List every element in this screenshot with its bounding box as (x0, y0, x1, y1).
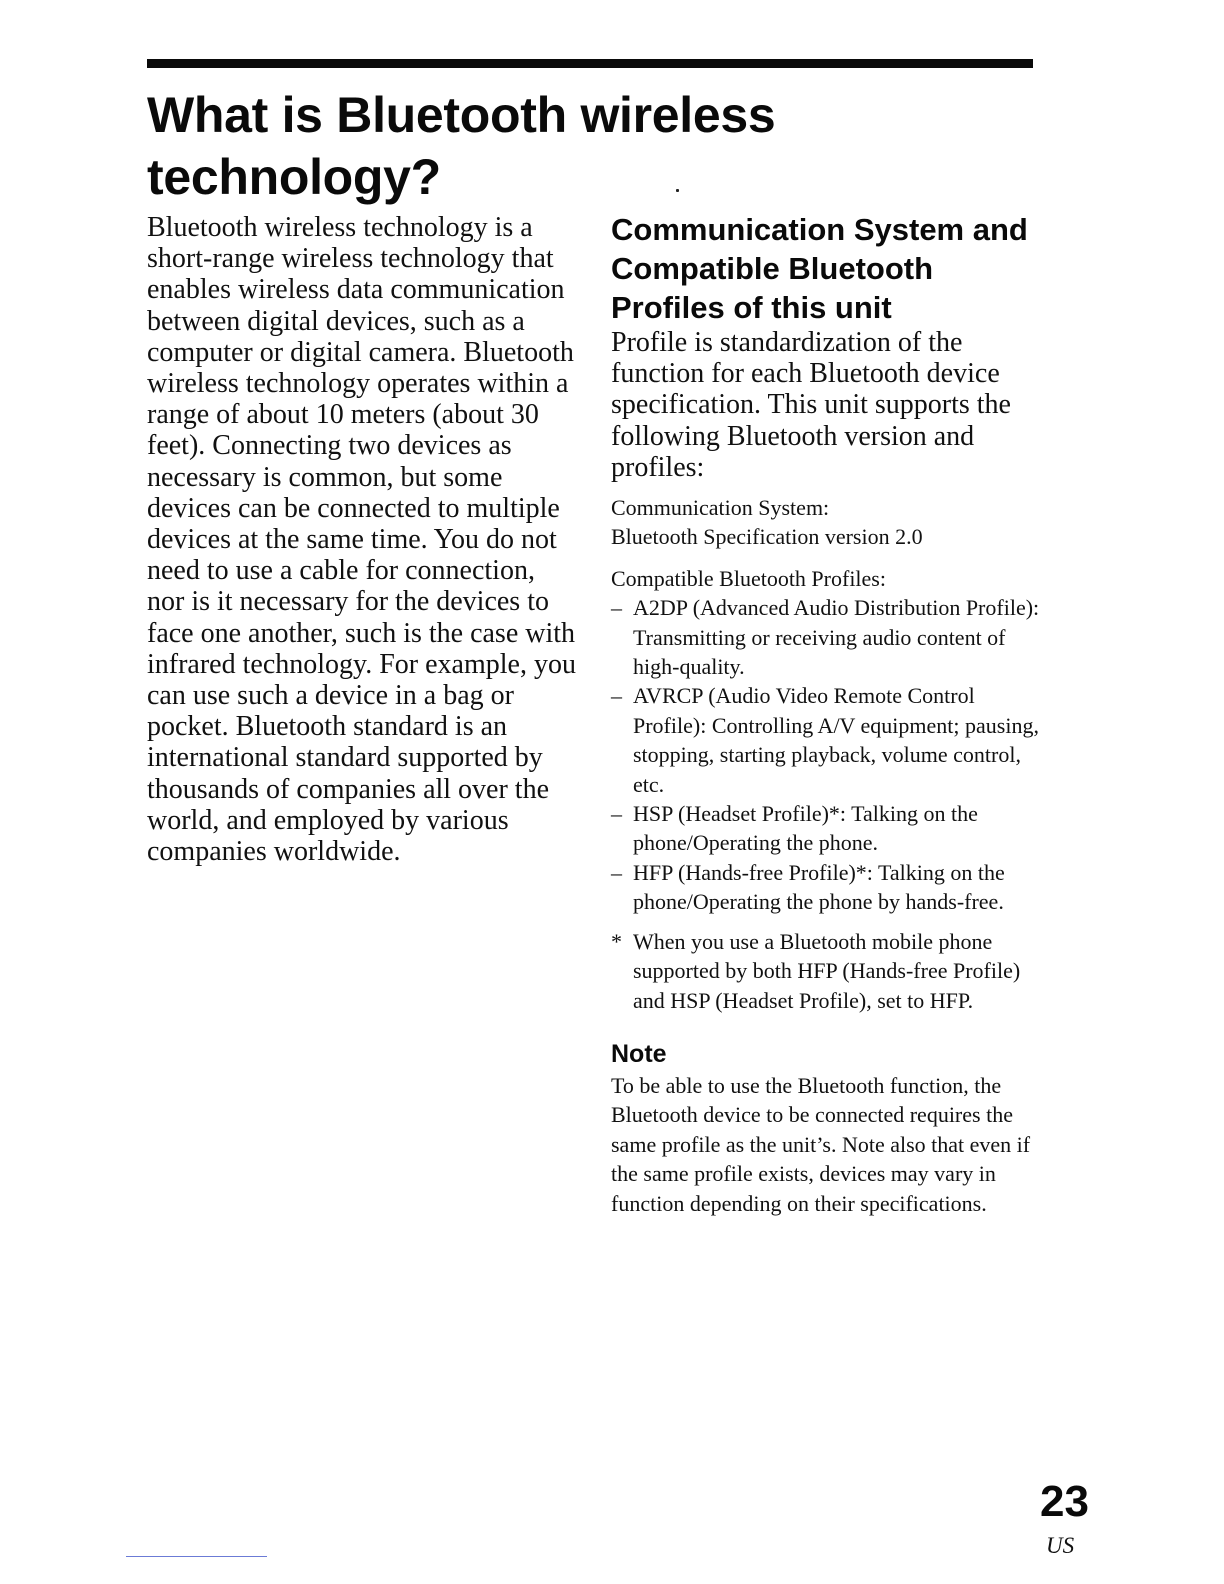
communication-system-label: Communication System: (611, 495, 830, 521)
note-text: To be able to use the Bluetooth function, the Bluetooth device to be connected requires the same profile as the unit’s. Note also that even if the same profile exists, devices may vary in function depending on their specifications. (611, 1072, 1031, 1216)
list-item (611, 593, 1041, 681)
profiles-block (611, 564, 1041, 917)
section-heading: Communication System and Compatible Bluetooth Profiles of this unit (611, 212, 1028, 325)
list-item (611, 858, 1041, 917)
list-item (611, 799, 1041, 858)
top-rule (147, 59, 1033, 68)
bottom-underline (126, 1556, 267, 1557)
profile-hfp: HFP (Hands-free Profile)*: Talking on the phone/Operating the phone by hands-free. (633, 859, 1005, 915)
page-number: 23 (1040, 1477, 1089, 1526)
region-code: US (1046, 1533, 1075, 1558)
footnote-marker: * (611, 928, 622, 954)
bullet-dash: – (611, 595, 622, 621)
page-title: What is Bluetooth wireless technology? (147, 87, 776, 205)
note-heading: Note (611, 1039, 667, 1068)
profiles-list (611, 593, 1041, 916)
intro-paragraph: Bluetooth wireless technology is a short-range wireless technology that enables wireless data communication between digital devices, such as a computer or digital camera. Bluetooth wireless technology operates within a range of about 10 meters (about 30 feet). Connecting two devices as necessary is common, but some devices can be connected to multiple devices at the same time. You do not need to use a cable for connection, nor is it necessary for the devices to face one another, such is the case with infrared technology. For example, you can use such a device in a bag or pocket. Bluetooth standard is an international standard supported by thousands of companies all over the world, and employed by various companies worldwide. (147, 212, 576, 868)
scan-speck (676, 189, 679, 192)
section-intro: Profile is standardization of the function for each Bluetooth device specification. This unit supports the following Bluetooth version and profiles: (611, 327, 1011, 483)
profile-a2dp: A2DP (Advanced Audio Distribution Profile): Transmitting or receiving audio content of high-quality. (633, 595, 1040, 680)
communication-system-value: Bluetooth Specification version 2.0 (611, 524, 923, 550)
list-item (611, 681, 1041, 799)
right-column (611, 210, 1041, 1218)
bullet-dash: – (611, 683, 622, 709)
communication-system-block (611, 493, 1041, 552)
footnote-text: When you use a Bluetooth mobile phone supported by both HFP (Hands-free Profile) and HSP (Headset Profile), set to HFP. (633, 928, 1021, 1013)
profiles-label: Compatible Bluetooth Profiles: (611, 565, 886, 591)
footnote (611, 927, 1041, 1015)
profile-hsp: HSP (Headset Profile)*: Talking on the phone/Operating the phone. (633, 801, 978, 856)
bullet-dash: – (611, 859, 622, 885)
profile-avrcp: AVRCP (Audio Video Remote Control Profile): Controlling A/V equipment; pausing, stopping, starting playback, volume control, etc. (633, 683, 1039, 797)
bullet-dash: – (611, 801, 622, 827)
